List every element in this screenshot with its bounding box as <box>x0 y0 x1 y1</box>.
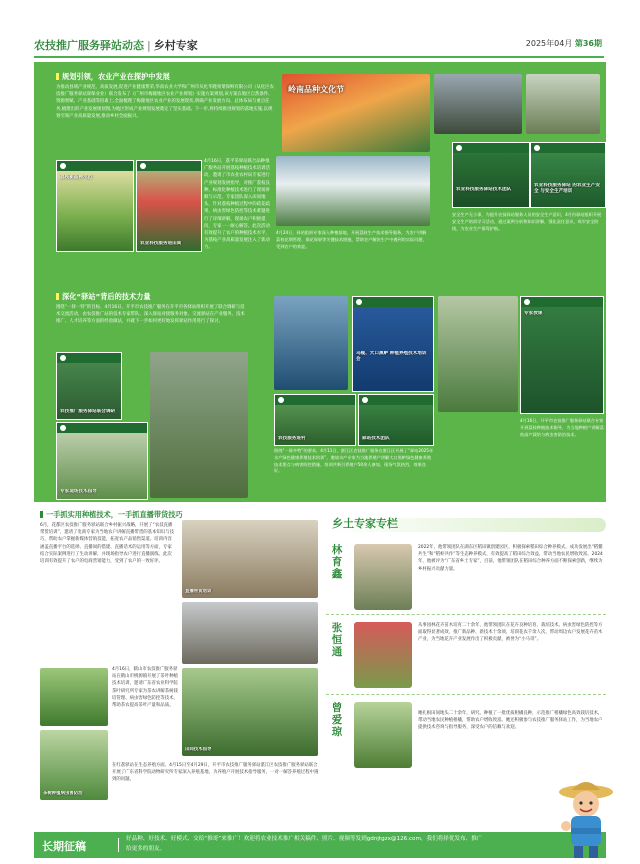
expert-name: 林育鑫 <box>331 544 343 580</box>
poster-team-title: 农业科技服务驿站技术团队 <box>456 187 512 192</box>
poster-research-title: 农技推广服务驿站联合调研 <box>60 408 116 414</box>
farmer-mascot-icon <box>556 776 616 860</box>
section2-caption-b: 4月16日，开平市农技推广服务驿站联合专家开展荔枝种植技术指导，为当地种植户讲解荔枝高产栽培与病虫害防治技术。 <box>520 418 604 437</box>
festival-banner-text: 岭南品种文化节 <box>288 85 344 94</box>
section1-intro: 为推动县域产业规范、高质发展,促进产业健康繁荣,华南农业大学和广州市从化华隆果菜保鲜有限公司（从化区农技推广服务驿站驿保业业）联合发布了《广州市梅隆地区农业产业规划》实施方案规划,该方案在地区自然条件、资源禀赋、产业基础等因素上,全面梳理了梅隆地区农业产业的发展现状,明确产业发展方向、总体布局与重点任务,梳理出的产业发展规划图,为地区形成产业规划发展奠定了坚实基础。下一步,将持续推进规划的落地实施,以规划引领产业高质量发展,推动乡村全面振兴。 <box>56 85 274 119</box>
footer-heading: 长期征稿 <box>42 840 86 853</box>
expert-bio: 2022年，他带领团队在湖东区稻田镇创建园区，积极探索稻田综合种养模式，成功发展出“稻鳖共生”和“稻虾共作”等生态种养模式，有效提高了稻田综合效益，带动当地农民增收致富。2024年，他被评为“广东省乡土专家”，目前，他带领团队在稻田综合种养方面不断探索创新，继续为乡村振兴贡献力量。 <box>418 545 603 572</box>
poster-logo-band <box>453 143 529 153</box>
photo-field-guidance-label: 田间技术指导 <box>185 747 212 752</box>
expert-card-3 <box>326 698 606 772</box>
poster-logo-band <box>521 297 603 307</box>
page-title <box>34 37 198 53</box>
expert-column-banner <box>326 512 606 538</box>
poster-safety-title: 农业科技服务驿站 的农业生产安全 与安全生产培训 <box>534 183 600 195</box>
section1-heading: 规划引领，农业产业在探护中发展 <box>56 72 170 82</box>
section1-para-a: 4月16日，荔平茶驿站联合品种推广服务站开展荔枝种植技术培训活动，邀请了市农业农村局专家进行产业规划发展指导，对推广荔枝良种、标准化种植技术进行了现场讲解与示范，专家团队深入田间地头，针对荔枝种植过程中的疏花疏果、病虫害绿色防控等技术难题进行了详细讲解，现场农户积极提问，专家一一耐心解答。此次活动有效提升了农户的种植技术水平，为荔枝产业高质量发展注入了新动力。 <box>204 159 270 251</box>
expert-card-2 <box>326 618 606 695</box>
header-title: 农技推广服务驿站动态 <box>34 39 144 52</box>
poster-village-service <box>274 394 356 446</box>
poster-guide-title: 专家现场技术指导 <box>60 488 97 494</box>
footer-text: 好品种、好技术、好模式、交给“推哥”来推广！欢迎将农业技术推广相关稿件、照片、视频等发到gdnjtgzx@126.com，我们将择优发布、推广给更多的朋友。 <box>126 836 483 852</box>
expert-name: 张恒通 <box>331 622 343 658</box>
section3-para-b: 4月16日，鹤山市农技推广服务驿站在鹤山市桃源镇开展了茶叶种植技术培训，邀请广东省农业科学院茶叶研究所专家为茶农讲解茶树栽培管理、病虫害绿色防控等技术，帮助茶农提高茶叶产量和品质。 <box>112 667 178 709</box>
issue-date: 2025年04月 <box>525 39 573 48</box>
poster-fish-training <box>352 296 434 392</box>
section1-para-c: 安全生产无小事，为提升农技驿站服务人员的安全生产意识，4月份驿站组织开展安全生产培训学习活动，通过案例分析和知识讲解，强化责任意识，筑牢安全防线，为农业生产保驾护航。 <box>452 212 602 231</box>
section2-heading: 深化“驿站”背后的技术力量 <box>56 292 151 302</box>
expert-photo <box>354 622 412 688</box>
photo-field-guidance <box>182 668 318 756</box>
photo-field-visit <box>150 352 248 498</box>
poster-logo-band <box>57 423 147 433</box>
photo-tea-pest <box>40 730 108 800</box>
poster-safety <box>530 142 606 208</box>
poster-field-title: 农业科技服务进田间 <box>140 240 182 246</box>
poster-logo-band <box>57 161 133 171</box>
poster-logo-band <box>57 353 121 363</box>
footer-divider <box>118 838 119 852</box>
poster-lecture-title: 专家授课 <box>524 311 543 316</box>
poster-logo-band <box>137 161 201 171</box>
photo-greenhouse <box>276 156 430 226</box>
section3-para-c: 在红荔驿站在生态养殖方面，4月15日至4月29日，开平市农技推广服务驿站湛江区农技推广服务驿站联合开展了广东省科学院动物研究所专家深入养殖基地，为养殖户开展技术指导服务，一对一解答养殖过程中遇到的问题。 <box>112 763 319 783</box>
photo-classroom <box>182 602 318 664</box>
section2-intro: 围绕“一驿一特”的目标，4月16日，开平市农技推广服务在开平市各驿站组织开展了联合调研与技术交流活动，由农技推广站的技术专家带队，深入驿站对接服务对象，交流驿站在产业服务、技术推广、人才培养等方面的经验做法，并就下一步如何更好地发挥驿站作用进行了探讨。 <box>56 305 245 325</box>
poster-logo-band <box>353 297 433 307</box>
poster-logo-band <box>359 395 433 405</box>
photo-livestream-label: 直播带货培训 <box>185 589 212 594</box>
poster-joint-research <box>56 352 122 420</box>
poster-logo-band <box>275 395 355 405</box>
poster-expert-guide <box>56 422 148 500</box>
photo-fish-pond <box>274 296 348 390</box>
section1-para-b: 4月24日，驿站组织专家深入种植基地，开展荔枝生产技术指导服务，为农户讲解荔枝花期管理、保花保果等关键技术措施，帮助农户解决生产中遇到的实际问题，受到农户的欢迎。 <box>276 230 427 249</box>
section3-para-a: 6月，花都区农技推广服务驿站联合乡村振兴战略，开展了“农技直播带货培训”，邀请了电商专家为当地农户讲解直播带货的基本知识与技巧，帮助农户掌握新媒体营销技能，拓宽农产品销售渠道。培训内容涵盖直播平台的选择、直播间的搭建、直播话术的运用等方面，专家结合实际案例进行了生动讲解，并现场指导农户进行直播演练。此次培训有效提升了农户的电商营销能力，受到了农户的一致好评。 <box>40 523 174 565</box>
issue-number: 第36期 <box>574 39 602 48</box>
expert-banner-title: 乡土专家专栏 <box>332 517 398 530</box>
poster-techteam-title: 驿站技术团队 <box>362 435 390 441</box>
poster-lecture <box>520 296 604 414</box>
section2-caption-a: 围绕“一驿多特”的要求，4月11日，湛江区农技推广服务在湛江区开展了“驿站2025年水产绿色健康养殖技术培训”，邀请水产专家为当地养殖户讲解大口黑鲈绿色健康养殖技术要点与病害防控措施，培训共吸引养殖户50余人参加，现场气氛热烈，效果良好。 <box>274 448 434 474</box>
expert-card-1 <box>326 540 606 615</box>
photo-expert-orchard <box>438 296 518 412</box>
photo-group <box>526 74 600 134</box>
expert-bio: 从事园林花卉苗木培育二十余年，他带领团队在花卉良种培育、栽培技术、病虫害绿色防控等方面取得显著成效，推广新品种、新技术十余项，培训花农千余人次，带动周边农户发展花卉苗木产业，为当地花卉产业发展作出了积极贡献，被誉为“小马哥”。 <box>418 623 603 643</box>
header-divider <box>34 56 604 58</box>
header-subtitle: 乡村专家 <box>153 39 198 52</box>
section3-heading: 一手抓实用种植技术，一手抓直播带货技巧 <box>40 510 183 520</box>
call-for-submissions <box>34 832 606 858</box>
page-header <box>0 34 640 56</box>
photo-tea-field <box>40 668 108 726</box>
poster-logo-band <box>531 143 605 153</box>
expert-bio: 她扎根田间地头二十余年，研究、种植了一批优质柑橘良种，示范推广柑橘绿色高效栽培技术，带动当地农民种植柑橘，帮助农户增收致富。她还积极参与农技推广服务驿站工作，为当地农户提供技术咨询与指导服务，深受农户的信赖与欢迎。 <box>418 711 603 731</box>
photo-meeting <box>434 74 522 134</box>
poster-fish-title: 乌榄、大口黑鲈 种植养殖技术培训会 <box>356 351 427 363</box>
photo-tea-pest-label: 茶树种植病虫害防治 <box>43 791 83 796</box>
photo-livestream-training <box>182 520 318 598</box>
issue-info <box>526 38 602 49</box>
expert-photo <box>354 702 412 768</box>
poster-village-title: 农技服务进村 <box>278 435 306 441</box>
poster-lychee <box>56 160 134 252</box>
photo-festival <box>282 74 430 152</box>
poster-lychee-title: 荔枝新品种示范 <box>60 175 93 180</box>
expert-photo <box>354 544 412 610</box>
header-separator: | <box>147 39 151 52</box>
poster-tech-team <box>358 394 434 446</box>
expert-name: 曾爱琼 <box>331 702 343 738</box>
poster-field-service <box>136 160 202 252</box>
poster-team <box>452 142 530 208</box>
